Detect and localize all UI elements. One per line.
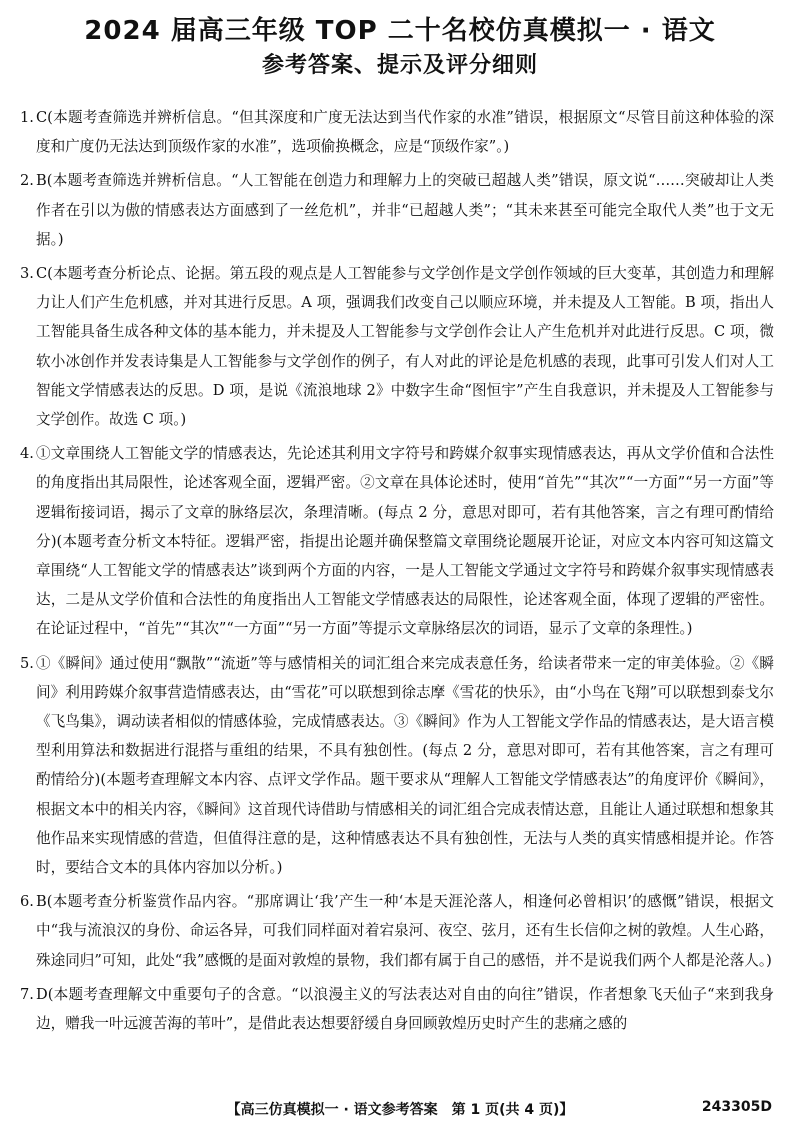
footer-code: 243305D — [701, 1099, 772, 1115]
answer-item — [20, 887, 774, 975]
page-subtitle: 参考答案、提示及评分细则 — [261, 53, 538, 78]
answer-number: 1. — [20, 109, 34, 126]
answer-text: C(本题考查筛选并辨析信息。“但其深度和广度无法达到当代作家的水准”错误，根据原文“尽管目前这种体验的深度和广度仍无法达到顶级作家的水准”，选项偷换概念，应是“顶级作家”。) — [36, 109, 774, 156]
answer-number: 3. — [20, 265, 34, 283]
answer-item — [20, 259, 774, 434]
answer-text: ①文章围绕人工智能文学的情感表达，先论述其利用文字符号和跨媒介叙事实现情感表达，再从文学价值和合法性的角度指出其局限性，论述客观全面，逻辑严密。②文章在具体论述时，使用“首先”“其次”“一方面”“另一方面”等逻辑衔接词语，揭示了文章的脉络层次，条理清晰。(每点 2 分，意思对即可，若有其他答案，言之有理可酌情给分)(本题考查分析文本特征。逻辑严密，指提出论题并确保整篇文章围绕论题展开论证，对应文本内容可知这篇文章围绕“人工智能文学的情感表达”谈到两个方面的内容，一是人工智能文学通过文字符号和跨媒介叙事实现情感表达，二是从文学价值和合法性的角度指出人工智能文学情感表达的局限性，论述客观全面，体现了逻辑的严密性。在论证过程中，“首先”“其次”“一方面”“另一方面”等提示文章脉络层次的词语，显示了文章的条理性。) — [36, 445, 774, 638]
answer-item — [20, 980, 774, 1038]
answer-text: B(本题考查筛选并辨析信息。“人工智能在创造力和理解力上的突破已超越人类”错误，原文说“……突破却让人类作者在引以为傲的情感表达方面感到了一丝危机”，并非“已超越人类”；“其未来甚至可能完全取代人类”也于文无据。) — [36, 172, 774, 248]
answer-text: ①《瞬间》通过使用“飘散”“流逝”等与感情相关的词汇组合来完成表意任务，给读者带来一定的审美体验。②《瞬间》利用跨媒介叙事营造情感表达，由“雪花”可以联想到徐志摩《雪花的快乐》，由“小鸟在飞翔”可以联想到泰戈尔《飞鸟集》，调动读者相似的情感体验，完成情感表达。③《瞬间》作为人工智能文学作品的情感表达，是大语言模型利用算法和数据进行混搭与重组的结果，不具有独创性。(每点 2 分，意思对即可，若有其他答案，言之有理可酌情给分)(本题考查理解文本内容、点评文学作品。题干要求从“理解人工智能文学情感表达”的角度评价《瞬间》，根据文本中的相关内容，《瞬间》这首现代诗借助与情感相关的词汇组合完成表情达意，且能让人通过联想和想象其他作品来实现情感的营造，但值得注意的是，这种情感表达不具有独创性，无法与人类的真实情感相提并论。作答时，要结合文本的具体内容加以分析。) — [36, 654, 774, 877]
answer-item — [20, 439, 774, 643]
answer-number: 7. — [20, 985, 34, 1003]
page-footer — [0, 1099, 800, 1123]
answer-number: 5. — [20, 654, 34, 672]
answer-item — [20, 103, 774, 161]
answer-text: C(本题考查分析论点、论据。第五段的观点是人工智能参与文学创作是文学创作领域的巨大变革，其创造力和理解力让人们产生危机感，并对其进行反思。A 项，强调我们改变自己以顺应环境，并未提及人工智能。B 项，指出人工智能具备生成各种文体的基本能力，并未提及人工智能参与文学创作会让人产生危机并对此进行反思。C 项，微软小冰创作并发表诗集是人工智能参与文学创作的例子，有人对此的评论是危机感的表现，此事可引发人们对人工智能文学情感表达的反思。D 项，是说《流浪地球 2》中数字生命“图恒宇”产生自我意识，并未提及人工智能参与文学创作。故选 C 项。) — [36, 265, 774, 429]
answer-item — [20, 166, 774, 254]
answer-list — [20, 103, 774, 1043]
answer-number: 4. — [20, 445, 34, 463]
answer-item — [20, 649, 774, 883]
answer-number: 6. — [20, 893, 34, 911]
answer-text: B(本题考查分析鉴赏作品内容。“那席调让‘我’产生一种‘本是天涯沦落人，相逢何必曾相识’的感慨”错误，根据文中“我与流浪汉的身份、命运各异，可我们同样面对着宕泉河、夜空、弦月，还有生长信仰之树的敦煌。人生心路，殊途同归”可知，此处“我”感慨的是面对敦煌的景物，我们都有属于自己的感悟，并不是说我们两个人都是沦落人。) — [36, 893, 774, 969]
footer-page-info: 【高三仿真模拟一 · 语文参考答案 第 1 页(共 4 页)】 — [226, 1102, 574, 1118]
page-title: 2024 届高三年级 TOP 二十名校仿真模拟一 · 语文 — [84, 16, 716, 46]
answer-text: D(本题考查理解文中重要句子的含意。“以浪漫主义的写法表达对自由的向往”错误，作者想象飞天仙子“来到我身边，赠我一叶远渡苦海的苇叶”，是借此表达想要舒缓自身回顾敦煌历史时产生的悲痛之感的 — [36, 985, 774, 1033]
answer-number: 2. — [20, 172, 34, 190]
